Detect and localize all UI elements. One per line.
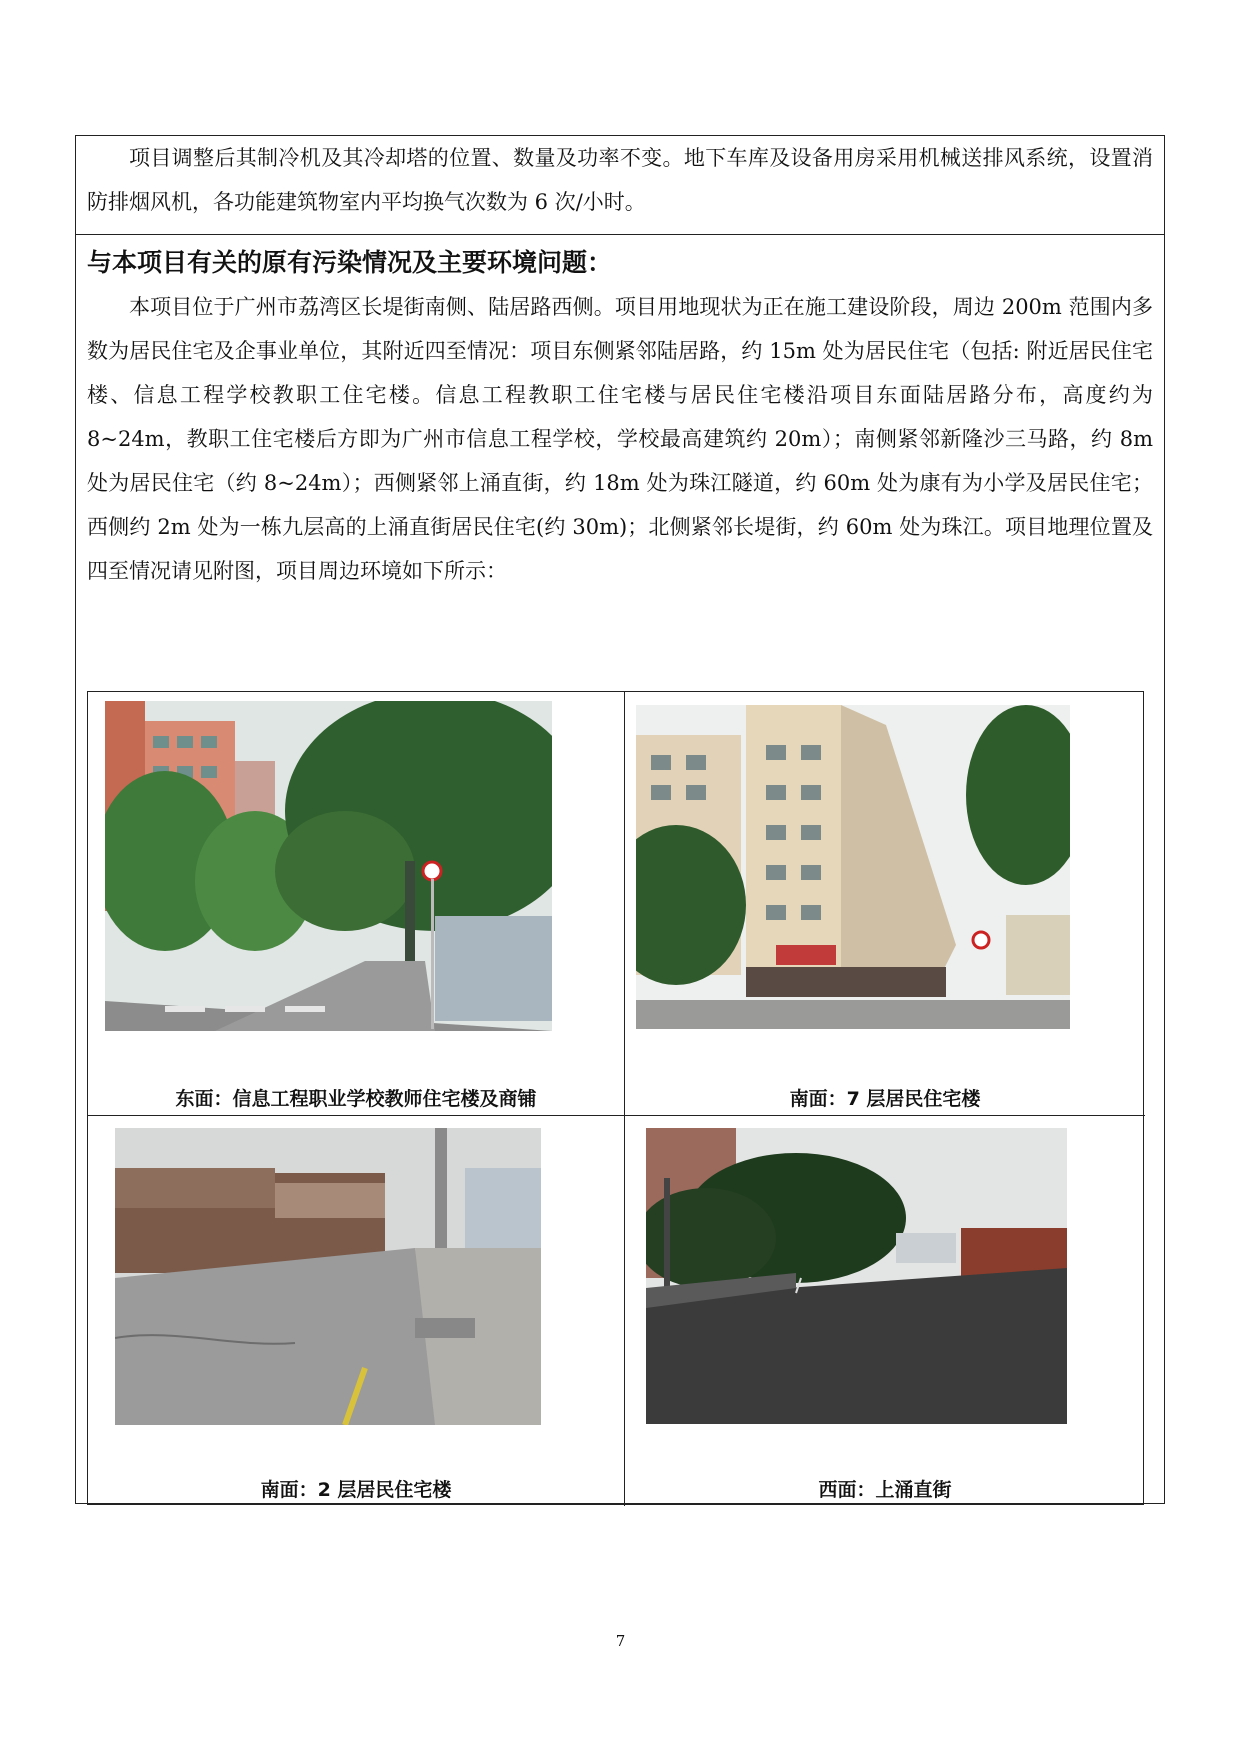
section-paragraph: 本项目位于广州市荔湾区长堤街南侧、陆居路西侧。项目用地现状为正在施工建设阶段，周边 200m 范围内多数为居民住宅及企事业单位，其附近四至情况：项目东侧紧邻陆居路，约 15m 处为居民住宅（包括: 附近居民住宅楼、信息工程学校教职工住宅楼。信息工程教职工住宅楼与居民住宅楼沿项目东面陆居路分布，高度约为 8~24m，教职工住宅楼后方即为广州市信息工程学校，学校最高建筑约 20m）；南侧紧邻新隆沙三马路，约 8m 处为居民住宅（约 8~24m）；西侧紧邻上涌直街，约 18m 处为珠江隧道，约 60m 处为康有为小学及居民住宅；西侧约 2m 处为一栋九层高的上涌直街居民住宅(约 30m)；北侧紧邻长堤街，约 60m 处为珠江。项目地理位置及四至情况请见附图，项目周边环境如下所示： — [87, 295, 1153, 583]
photo-west — [646, 1128, 1067, 1424]
section-divider — [76, 234, 1164, 235]
page-number: 7 — [615, 1632, 626, 1650]
photo-caption-south-7: 南面：7 层居民住宅楼 — [789, 1088, 981, 1110]
intro-paragraph: 项目调整后其制冷机及其冷却塔的位置、数量及功率不变。地下车库及设备用房采用机械送排风系统，设置消防排烟风机，各功能建筑物室内平均换气次数为 6 次/小时。 — [87, 146, 1153, 214]
photo-cell-south-2 — [88, 1116, 625, 1506]
photo-caption-south-2: 南面：2 层居民住宅楼 — [260, 1479, 452, 1501]
photo-south-7-floor — [636, 705, 1070, 1029]
photo-grid — [87, 691, 1144, 1505]
photo-cell-east — [88, 692, 625, 1116]
photo-caption-east: 东面：信息工程职业学校教师住宅楼及商铺 — [175, 1088, 537, 1110]
photo-south-2-floor — [115, 1128, 541, 1425]
document-frame — [75, 135, 1165, 1504]
photo-cell-west — [625, 1116, 1145, 1506]
photo-caption-west: 西面：上涌直街 — [818, 1479, 952, 1501]
photo-cell-south-7 — [625, 692, 1145, 1116]
photo-east — [105, 701, 552, 1031]
section-heading: 与本项目有关的原有污染情况及主要环境问题： — [87, 248, 613, 277]
